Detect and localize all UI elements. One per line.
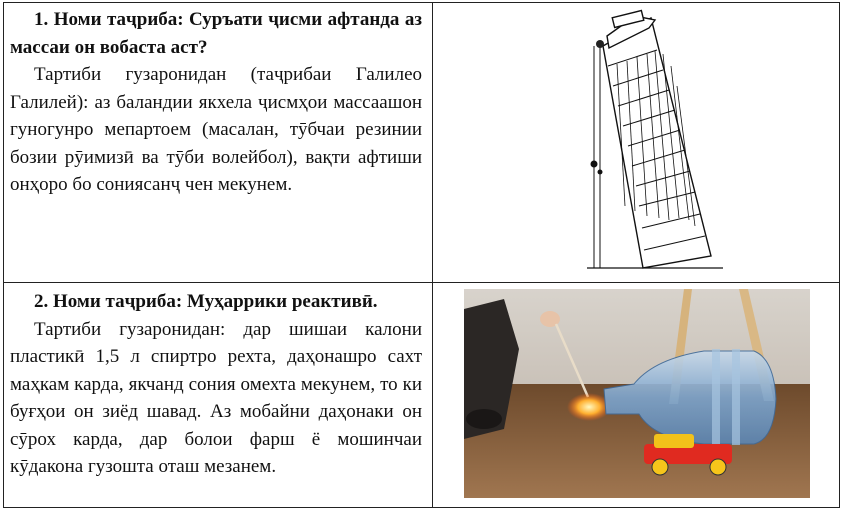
experiment-2-text — [10, 288, 422, 481]
experiment-1-body: Тартиби гузаронидан (таҷрибаи Галилео Галилей): аз баландии якхела ҷисмҳои массаашон гуногунро мепартоем (масалан, тӯбчаи резинии бозии рӯимизӣ ва тӯби волейбол), вақти афтиши онҳоро бо сониясанҷ чен мекунем. — [10, 64, 422, 195]
experiment-2-body: Тартиби гузаронидан: дар шишаи калони пластикӣ 1,5 л спиртро рехта, даҳонашро сахт маҳкам карда, якчанд сония омехта мекунем, то ки буғҳои он зиёд шавад. Аз мобайни даҳонаки он сӯрох карда, дар болои фарш ё мошинчаи кӯдакона гузошта оташ мезанем. — [10, 318, 422, 477]
bottle-jet-photo — [464, 289, 810, 498]
experiment-2-title: 2. Номи таҷриба: Муҳаррики реактивӣ. — [34, 291, 378, 312]
column-divider — [432, 3, 433, 507]
row-divider — [4, 282, 839, 283]
experiment-1-title: 1. Номи таҷриба: Суръати ҷисми афтанда аз массаи он вобаста аст? — [10, 9, 422, 58]
experiment-1-text — [10, 6, 422, 199]
leaning-tower-illustration — [573, 6, 733, 274]
